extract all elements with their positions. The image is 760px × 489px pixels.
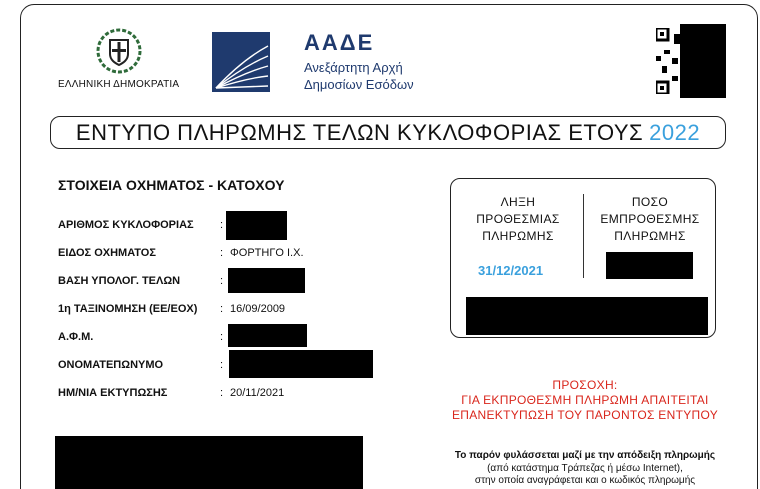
deadline-header-line2: ΠΡΟΘΕΣΜΙΑΣ: [476, 212, 560, 226]
field-colon: :: [220, 219, 224, 231]
field-colon: :: [220, 275, 224, 287]
full-name-redaction: [229, 350, 373, 378]
field-value-first-registration: 16/09/2009: [230, 303, 286, 315]
field-label-print-date: ΗΜ/ΝΙΑ ΕΚΤΥΠΩΣΗΣ: [58, 387, 168, 399]
field-label-full-name: ΟΝΟΜΑΤΕΠΩΝΥΜΟ: [58, 359, 164, 371]
form-year: 2022: [649, 119, 701, 145]
form-title-box: [50, 116, 726, 149]
footnote-line-3: στην οποία αναγράφεται και ο κωδικός πληρωμής: [474, 475, 696, 486]
warning-line-2: ΕΠΑΝΕΚΤΥΠΩΣΗ ΤΟΥ ΠΑΡΟΝΤΟΣ ΕΝΤΥΠΟΥ: [451, 408, 719, 422]
deadline-column-divider: [583, 194, 584, 278]
warning-line-1: ΓΙΑ ΕΚΠΡΟΘΕΣΜΗ ΠΛΗΡΩΜΗ ΑΠΑΙΤΕΙΤΑΙ: [461, 393, 709, 407]
republic-label: ΕΛΛΗΝΙΚΗ ΔΗΜΟΚΡΑΤΙΑ: [58, 79, 180, 90]
amount-header: [591, 194, 709, 245]
field-colon: :: [220, 359, 224, 371]
footnote-line-2: (από κατάστημα Τράπεζας ή μέσω Internet),: [487, 463, 683, 474]
field-label-first-registration: 1η ΤΑΞΙΝΟΜΗΣΗ (ΕΕ/ΕΟΧ): [58, 303, 198, 315]
amount-header-line1: ΠΟΣΟ: [631, 195, 669, 209]
field-label-afm: Α.Φ.Μ.: [58, 331, 94, 343]
aade-title: ΑΑΔΕ: [304, 30, 375, 55]
deadline-header: [462, 194, 574, 245]
amount-redaction: [606, 252, 693, 279]
deadline-header-line3: ΠΛΗΡΩΜΗΣ: [482, 229, 554, 243]
qr-redaction: [680, 24, 726, 98]
field-colon: :: [220, 387, 224, 399]
fee-basis-redaction: [228, 268, 305, 293]
aade-subtitle-1: Ανεξάρτητη Αρχή: [304, 60, 403, 75]
field-colon: :: [220, 331, 224, 343]
payment-due-date: 31/12/2021: [478, 263, 544, 278]
amount-header-line3: ΠΛΗΡΩΜΗΣ: [614, 229, 686, 243]
form-title: ΕΝΤΥΠΟ ΠΛΗΡΩΜΗΣ ΤΕΛΩΝ ΚΥΚΛΟΦΟΡΙΑΣ ΕΤΟΥΣ: [75, 119, 644, 145]
plate-redaction: [226, 211, 287, 240]
barcode-redaction: [55, 436, 363, 489]
amount-header-line2: ΕΜΠΡΟΘΕΣΜΗΣ: [600, 212, 700, 226]
field-value-print-date: 20/11/2021: [230, 387, 285, 399]
deadline-header-line1: ΛΗΞΗ: [500, 195, 536, 209]
field-label-fee-basis: ΒΑΣΗ ΥΠΟΛΟΓ. ΤΕΛΩΝ: [58, 275, 181, 287]
greek-republic-emblem-icon: [96, 28, 142, 74]
field-label-vehicle-type: ΕΙΔΟΣ ΟΧΗΜΑΤΟΣ: [58, 247, 156, 259]
field-colon: :: [220, 247, 224, 259]
aade-logo-icon: [212, 32, 270, 92]
field-value-vehicle-type: ΦΟΡΤΗΓΟ Ι.Χ.: [230, 247, 304, 259]
field-label-plate: ΑΡΙΘΜΟΣ ΚΥΚΛΟΦΟΡΙΑΣ: [58, 219, 194, 231]
warning-title: ΠΡΟΣΟΧΗ:: [552, 378, 618, 392]
afm-redaction: [228, 324, 307, 347]
footnote-line-1: Το παρόν φυλάσσεται μαζί με την απόδειξη πληρωμής: [454, 450, 716, 461]
aade-subtitle-2: Δημοσίων Εσόδων: [304, 77, 414, 92]
payment-code-redaction: [466, 297, 708, 335]
field-colon: :: [220, 303, 224, 315]
vehicle-section-title: ΣΤΟΙΧΕΙΑ ΟΧΗΜΑΤΟΣ - ΚΑΤΟΧΟΥ: [58, 177, 285, 193]
